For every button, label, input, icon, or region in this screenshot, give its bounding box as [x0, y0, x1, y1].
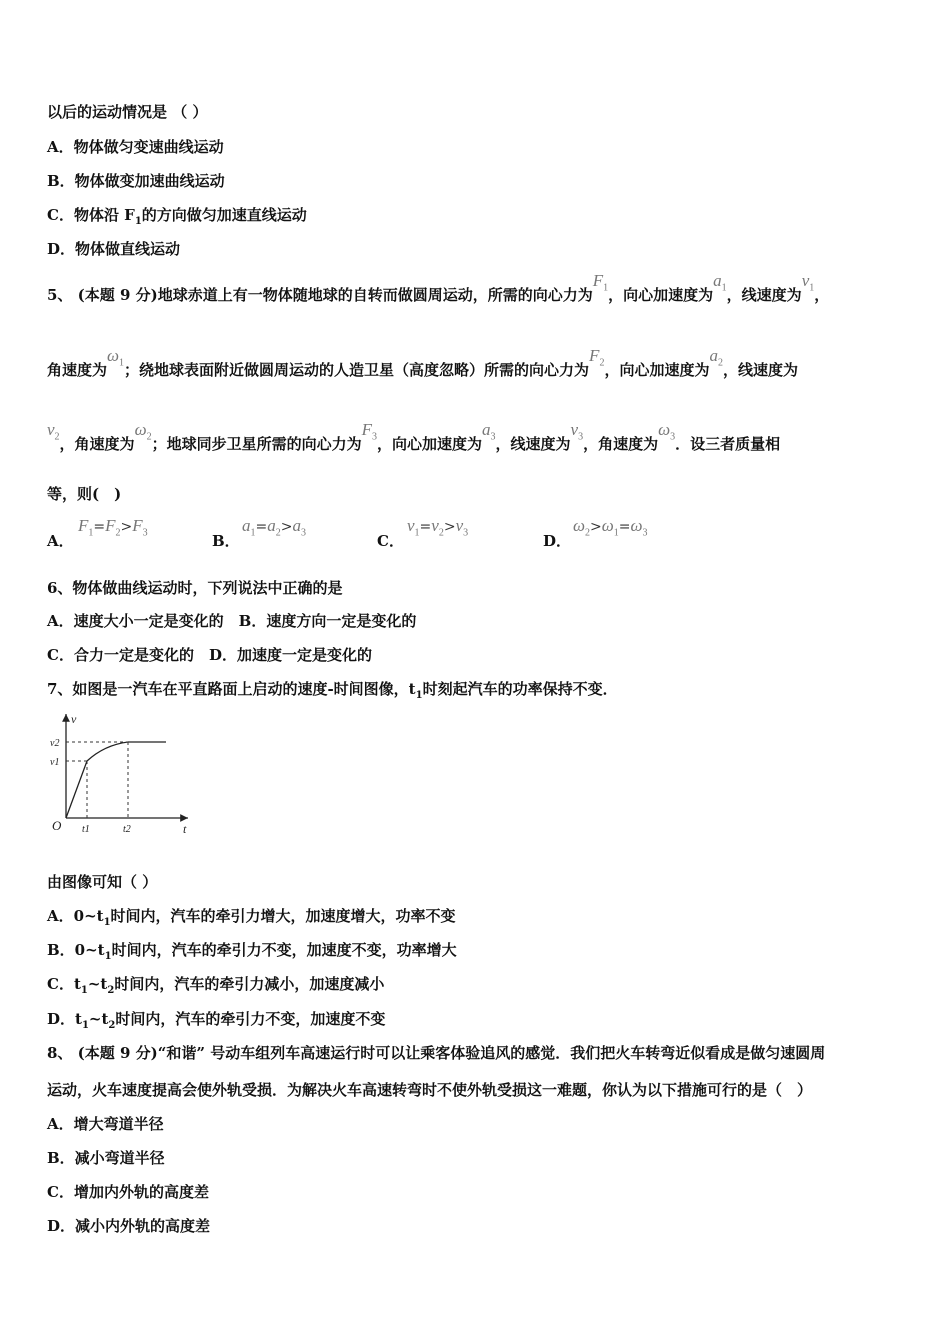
q7-option-b: B．$0\sim t_1$时间内，汽车的牵引力不变，加速度不变，功率增大 [47, 941, 457, 962]
v1-label: v1 [50, 757, 60, 768]
q8-option-b: B．减小弯道半径 [47, 1149, 165, 1167]
velocity-time-graph [44, 708, 194, 838]
q5-line-3: $v_2$，角速度为$\omega_2$；地球同步卫星所需的向心力为$F_3$，向心加速度为$a_3$，线速度为$v_3$，角速度为$\omega_3$．设三者质量相 [47, 420, 781, 453]
F2-symbol: $F_2$ [589, 346, 605, 369]
t-axis-label: t [183, 822, 187, 836]
q5-option-a-formula: $F_1=F_2>F_3$ [78, 516, 148, 539]
q5-option-b: B． [212, 532, 240, 550]
q5-option-a: A． [47, 532, 74, 550]
linear-segment [66, 761, 87, 818]
q7-ask: 由图像可知（ ） [47, 873, 158, 891]
q5-option-d: D． [543, 532, 572, 550]
q7-option-d: D．$t_1\sim t_2$时间内，汽车的牵引力不变，加速度不变 [47, 1010, 386, 1031]
q4-stem: 以后的运动情况是 （ ） [47, 103, 208, 121]
q8-option-d: D．减小内外轨的高度差 [47, 1217, 211, 1235]
q6-options-ab: A．速度大小一定是变化的 B．速度方向一定是变化的 [47, 612, 417, 630]
q5-line-4: 等，则( ) [47, 485, 122, 503]
q5-line-2: 角速度为$\omega_1$；绕地球表面附近做圆周运动的人造卫星（高度忽略）所需的向心力为$F_2$，向心加速度为$a_2$，线速度为 [47, 346, 798, 379]
v3-symbol: $v_3$ [570, 420, 584, 443]
q5-line-1: 5、 (本题 9 分)地球赤道上有一物体随地球的自转而做圆周运动，所需的向心力为$F_1$，向心加速度为$a_1$，线速度为$v_1$， [47, 271, 830, 304]
q6-stem: 6、物体做曲线运动时，下列说法中正确的是 [47, 579, 343, 597]
v1-symbol: $v_1$ [801, 271, 815, 294]
F1-symbol: $F_1$ [592, 271, 609, 294]
q8-option-a: A．增大弯道半径 [47, 1115, 164, 1133]
q7-stem: 7、如图是一汽车在平直路面上启动的速度-时间图像，$t_1$时刻起汽车的功率保持不变． [47, 680, 618, 701]
omega1-symbol: $\omega_1$ [107, 346, 125, 369]
q8-option-c: C．增加内外轨的高度差 [47, 1183, 209, 1201]
omega2-symbol: $\omega_2$ [134, 420, 152, 443]
q5-option-d-formula: $\omega_2>\omega_1=\omega_3$ [573, 516, 648, 539]
origin-label: O [52, 818, 62, 833]
q4-option-c: C．物体沿 $F_1$的方向做匀加速直线运动 [47, 206, 307, 227]
q6-options-cd: C．合力一定是变化的 D．加速度一定是变化的 [47, 646, 372, 664]
q5-option-c-formula: $v_1=v_2>v_3$ [407, 516, 469, 539]
t2-label: t2 [123, 824, 131, 835]
a1-symbol: $a_1$ [713, 271, 727, 294]
q7-option-c: C．$t_1\sim t_2$时间内，汽车的牵引力减小，加速度减小 [47, 975, 385, 996]
v2-symbol: $v_2$ [47, 420, 60, 443]
q5-option-c: C． [377, 532, 404, 550]
t1-label: t1 [82, 824, 90, 835]
a3-symbol: $a_3$ [482, 420, 496, 443]
q8-line-1: 8、 (本题 9 分)“和谐” 号动车组列车高速运行时可以让乘客体验追风的感觉．我们把火车转弯近似看成是做匀速圆周 [47, 1044, 826, 1062]
F3-symbol: $F_3$ [361, 420, 377, 443]
q4-option-d: D．物体做直线运动 [47, 240, 181, 258]
q8-line-2: 运动，火车速度提高会使外轨受损．为解决火车高速转弯时不使外轨受损这一难题，你认为以下措施可行的是（ ） [47, 1081, 813, 1099]
q4-option-b: B．物体做变加速曲线运动 [47, 172, 225, 190]
q7-option-a: A．$0\sim t_1$时间内，汽车的牵引力增大，加速度增大，功率不变 [47, 907, 456, 928]
a2-symbol: $a_2$ [709, 346, 723, 369]
v-axis-label: v [71, 712, 77, 726]
v2-label: v2 [50, 738, 60, 749]
omega3-symbol: $\omega_3$ [658, 420, 676, 443]
q5-option-b-formula: $a_1=a_2>a_3$ [242, 516, 306, 539]
q4-option-a: A．物体做匀变速曲线运动 [47, 138, 224, 156]
curved-segment [87, 742, 128, 761]
